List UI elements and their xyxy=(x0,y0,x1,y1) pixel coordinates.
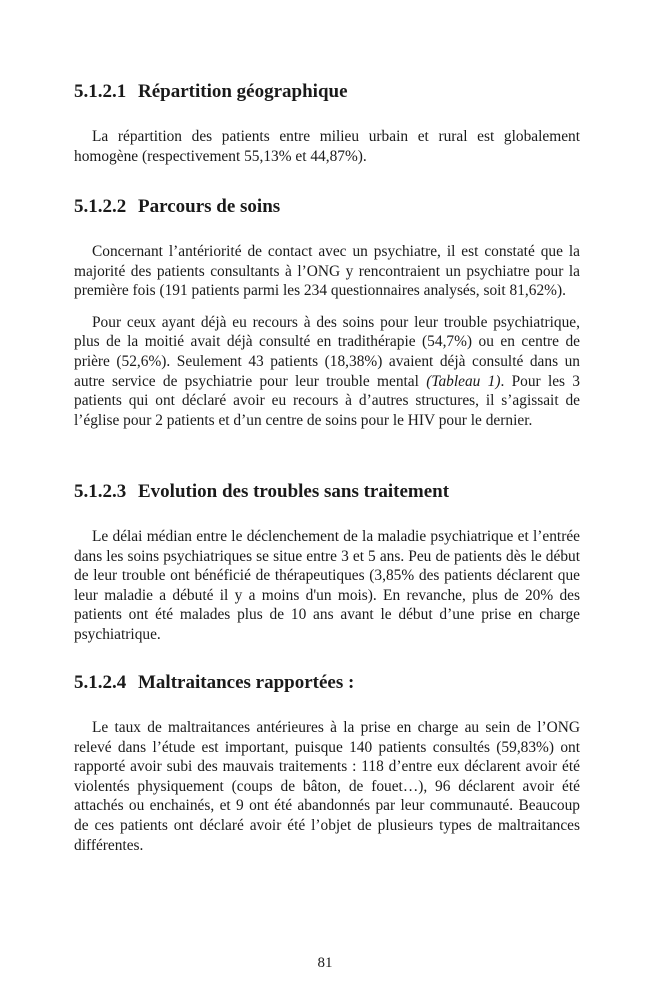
section-title: Evolution des troubles sans traitement xyxy=(138,481,450,502)
paragraph: Le taux de maltraitances antérieures à la prise en charge au sein de l’ONG relevé dans l’étude est important, puisque 140 patients consultés (59,83%) ont rapporté avoir subi des mauvais traitements : 118 d’entre eux déclarent avoir été violentés physiquement (coups de bâton, de fouet…), 96 déclarent avoir été attachés ou enchainés, et 9 ont été abandonnés par leur communauté. Beaucoup de ces patients ont déclaré avoir été l’objet de plusieurs types de maltraitances différentes. xyxy=(74,719,580,854)
section-repartition-geographique xyxy=(74,81,580,166)
section-heading xyxy=(74,81,580,103)
section-heading xyxy=(74,672,580,694)
paragraph: La répartition des patients entre milieu urbain et rural est globalement homogène (respectivement 55,13% et 44,87%). xyxy=(74,128,580,165)
section-number: 5.1.2.4 xyxy=(74,672,127,693)
section-evolution-troubles xyxy=(74,481,580,645)
section-maltraitances xyxy=(74,672,580,855)
paragraph: Le délai médian entre le déclenchement de la maladie psychiatrique et l’entrée dans les soins psychiatriques se situe entre 3 et 5 ans. Peu de patients dès le début de leur trouble ont bénéficié de thérapeutiques (3,85% des patients déclarent que leur maladie a débuté il y a moins d'un mois). En revanche, plus de 20% des patients ont été malades plus de 10 ans avant le début d’une prise en charge psychiatrique. xyxy=(74,528,580,643)
section-title: Répartition géographique xyxy=(138,81,348,102)
page-number: 81 xyxy=(317,955,333,971)
paragraph: Pour ceux ayant déjà eu recours à des soins pour leur trouble psychiatrique, plus de la moitié avait déjà consulté en tradithérapie (54,7%) ou en centre de prière (52,6%). Seulement 43 patients (18,38%) avaient déjà consulté dans un autre service de psychiatrie pour leur trouble mental (Tableau 1). Pour les 3 patients qui ont déclaré avoir eu recours à d’autres structures, il s’agissait de l’église pour 2 patients et d’un centre de soins pour le HIV pour le dernier. xyxy=(74,313,581,429)
section-number: 5.1.2.2 xyxy=(74,196,127,217)
paragraph: Concernant l’antériorité de contact avec un psychiatre, il est constaté que la majorité des patients consultants à l’ONG y rencontraient un psychiatre pour la première fois (191 patients parmi les 234 questionnaires analysés, soit 81,62%). xyxy=(74,243,580,300)
table-reference: (Tableau 1) xyxy=(426,372,501,390)
section-number: 5.1.2.1 xyxy=(74,81,127,102)
section-title: Maltraitances rapportées : xyxy=(138,672,355,693)
section-title: Parcours de soins xyxy=(138,196,281,217)
section-number: 5.1.2.3 xyxy=(74,481,127,502)
section-parcours-de-soins xyxy=(74,196,580,430)
section-heading xyxy=(74,481,580,503)
section-heading xyxy=(74,196,580,218)
